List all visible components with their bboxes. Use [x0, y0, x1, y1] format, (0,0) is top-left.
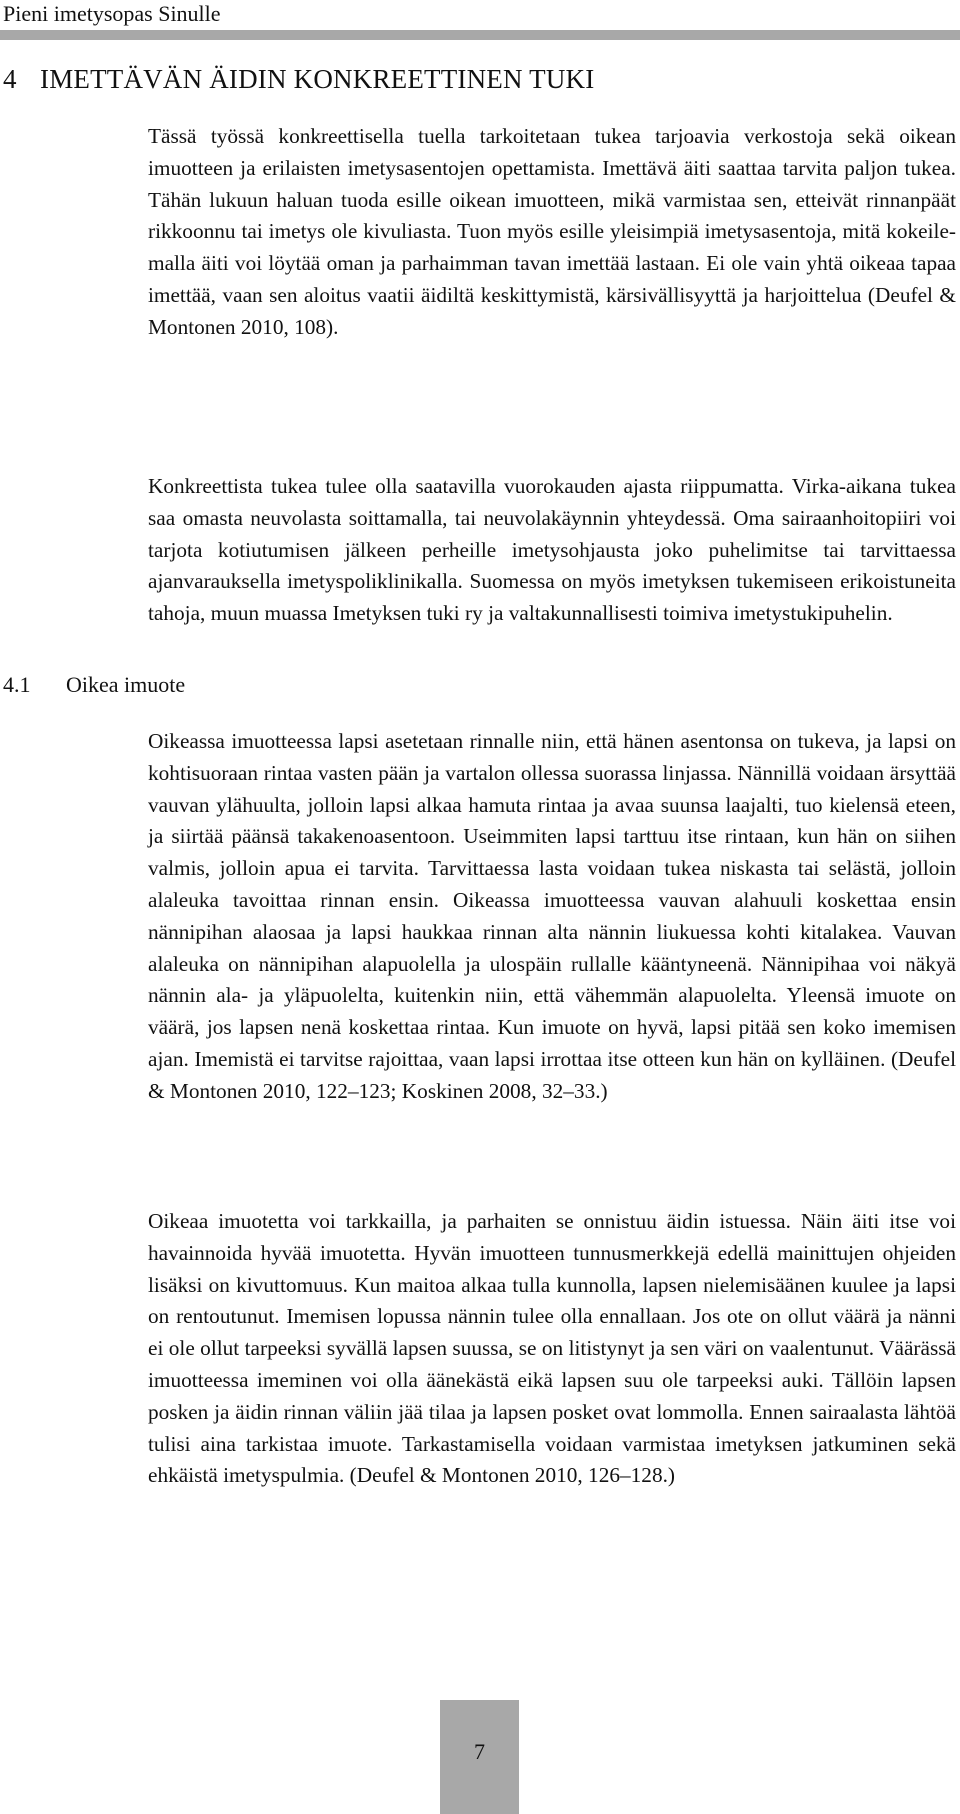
body-paragraph: Konkreettista tukea tulee olla saatavilla vuorokauden ajasta riippumatta. Virka-aikana tukea saa omasta neuvolasta soittamalla, tai neuvolakäynnin yhteydessä. Oma sairaanhoitopiiri voi tarjota kotiutumisen jälkeen perheille imetysohjausta joko puhelimitse tai tarvittaessa ajanvarauksella imetyspoliklinikalla. Suomessa on myös imetyksen tukemiseen erikoistuneita tahoja, muun muassa Imetyksen tuki ry ja valtakunnallisesti toimiva imetystukipuhelin. [148, 474, 956, 626]
chapter-title: IMETTÄVÄN ÄIDIN KONKREETTINEN TUKI [40, 64, 595, 94]
section-title: Oikea imuote [66, 672, 186, 697]
running-header: Pieni imetysopas Sinulle [3, 1, 221, 26]
chapter-number: 4 [3, 64, 17, 94]
section-number: 4.1 [3, 672, 31, 697]
section-paragraph: Oikeaa imuotetta voi tarkkailla, ja parhaiten se onnistuu äidin istuessa. Näin äiti itse voi havainnoida hyvää imuotetta. Hyvän imuotteen tunnusmerkkejä edellä mainittujen ohjeiden lisäksi on kivuttomuus. Kun maitoa alkaa tulla kunnolla, lapsen nielemisäänen kuulee ja lapsi on rentoutunut. Imemisen lopussa nännin tulee olla ennallaan. Jos ote on ollut väärä ja nänni ei ole ollut tarpeeksi syvällä lapsen suussa, se on litistynyt ja sen väri on vaalentunut. Väärässä imuotteessa imeminen voi olla äänekästä eikä lapsen suu ole tarpeeksi auki. Tällöin lapsen posken ja äidin rinnan väliin jää tilaa ja lapsen posket ovat lommolla. Ennen sairaalasta lähtöä tulisi aina tarkistaa imuote. Tarkastamisella voidaan varmistaa imetyksen jatkuminen sekä ehkäistä imetyspulmia. (Deufel & Montonen 2010, 126–128.) [148, 1209, 956, 1488]
header-rule [0, 30, 960, 40]
section-heading [3, 671, 185, 699]
section-paragraph: Oikeassa imuotteessa lapsi asetetaan rinnalle niin, että hänen asentonsa on tukeva, ja lapsi on kohtisuoraan rintaa vasten pään ja vartalon ollessa suorassa linjassa. Nännillä voidaan ärsyttää vauvan ylähuulta, jolloin lapsi alkaa hamuta rintaa ja avaa suunsa laajalti, tuo kielensä eteen, ja siirtää päänsä takakenoasentoon. Useimmiten lapsi tarttuu itse rintaan, kun hän on siihen valmis, jolloin apua ei tarvita. Tarvittaessa lasta voidaan tukea niskasta tai selästä, jolloin alaleuka tavoittaa rinnan ensin. Oikeassa imuotteessa vauvan alahuuli koskettaa ensin nännipihan alaosaa ja lapsi haukkaa rinnan alta nännin liukuessa kohti kitalakea. Vauvan alaleuka on nännipihan alapuolella ja ulospäin rullalle kääntyneenä. Nännipihaa voi näkyä nännin ala- ja yläpuolelta, kuitenkin niin, että vähemmän alapuolelta. Yleensä imuote on väärä, jos lapsen nenä koskettaa rintaa. Kun imuote on hyvä, lapsi pitää sen koko imemisen ajan. Imemistä ei tarvitse rajoittaa, vaan lapsi irrottaa itse otteen kun hän on kylläinen. (Deufel & Montonen 2010, 122–123; Koskinen 2008, 32–33.) [148, 729, 956, 1103]
page-number: 7 [474, 1739, 485, 1764]
chapter-heading [3, 62, 594, 96]
body-paragraph: Tässä työssä konkreettisella tuella tarkoitetaan tukea tarjoavia verkostoja sekä oikean imuotteen ja erilaisten imetysasentojen opettamista. Imettävä äiti saattaa tarvita paljon tukea. Tähän lukuun haluan tuoda esille oikean imuotteen, mikä varmistaa sen, etteivät rinnanpäät rikkoonnu tai imetys ole kivuliasta. Tuon myös esille yleisimpiä imetysasentoja, mitä kokeilemalla äiti voi löytää oman ja parhaimman tavan imettää lastaan. Ei ole vain yhtä oikeaa tapaa imettää, vaan sen aloitus vaatii äidiltä keskittymistä, kärsivällisyyttä ja harjoittelua (Deufel & Montonen 2010, 108). [148, 124, 956, 339]
